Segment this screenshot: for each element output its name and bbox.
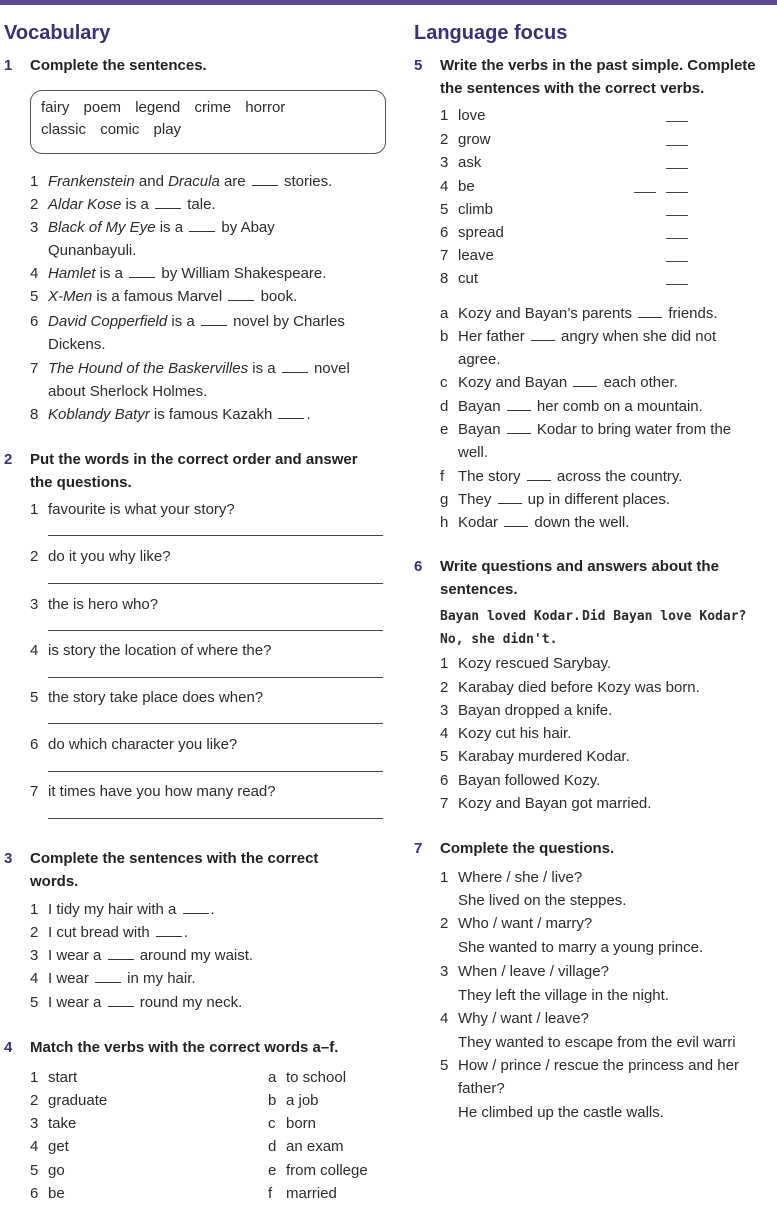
ex6-item: 3 Bayan dropped a knife. <box>440 702 613 719</box>
ex1-item-3: 3 Black of My Eye is a by Abay <box>30 219 275 236</box>
ex5-verb: 1 love <box>440 107 486 124</box>
answer-blank[interactable] <box>108 994 134 1007</box>
ex2-item-5: 5 the story take place does when? <box>30 689 264 706</box>
ex5-sentence-a: a Kozy and Bayan’s parents friends. <box>440 305 718 322</box>
ex3-item-5: 5 I wear a round my neck. <box>30 994 243 1011</box>
ex4-word: e from college <box>268 1162 368 1179</box>
answer-blank[interactable] <box>155 196 181 209</box>
ex5-verb: 7 leave <box>440 247 494 264</box>
answer-blank[interactable] <box>183 901 209 914</box>
answer-line[interactable] <box>666 238 688 239</box>
ex2-heading: 2 Put the words in the correct order and answer <box>4 451 358 468</box>
ex1-item-8: 8 Koblandy Batyr is famous Kazakh . <box>30 406 311 423</box>
ex6-example-question: Did Bayan love Kodar? <box>582 609 747 624</box>
ex2-item-7: 7 it times have you how many read? <box>30 783 276 800</box>
ex3-heading: 3 Complete the sentences with the correct <box>4 850 319 867</box>
ex5-verb: 3 ask <box>440 154 482 171</box>
answer-blank[interactable] <box>189 219 215 232</box>
ex5-sentence-e: e Bayan Kodar to bring water from the <box>440 421 732 438</box>
vocabulary-heading: Vocabulary <box>4 22 111 44</box>
ex3-heading-cont: words. <box>30 873 79 890</box>
ex1-item-3-cont: Qunanbayuli. <box>48 242 137 259</box>
ex7-answer: They wanted to escape from the evil warri <box>458 1034 736 1051</box>
ex1-item-5: 5 X-Men is a famous Marvel book. <box>30 288 298 305</box>
answer-line[interactable] <box>634 192 656 193</box>
ex5-sentence-h: h Kodar down the well. <box>440 514 630 531</box>
ex7-answer: She wanted to marry a young prince. <box>458 939 704 956</box>
language-focus-heading: Language focus <box>414 22 568 44</box>
ex7-question: 5 How / prince / rescue the princess and her <box>440 1057 739 1074</box>
ex1-number: 1 <box>4 57 13 74</box>
answer-blank[interactable] <box>95 970 121 983</box>
ex7-answer: They left the village in the night. <box>458 987 669 1004</box>
ex1-item-4: 4 Hamlet is a by William Shakespeare. <box>30 265 327 282</box>
ex4-word: d an exam <box>268 1138 344 1155</box>
ex2-item-2: 2 do it you why like? <box>30 548 171 565</box>
ex4-verb: 3 take <box>30 1115 77 1132</box>
ex3-item-1: 1 I tidy my hair with a . <box>30 901 215 918</box>
ex2-heading-cont: the questions. <box>30 474 132 491</box>
ex6-item: 2 Karabay died before Kozy was born. <box>440 679 700 696</box>
ex2-item-1: 1 favourite is what your story? <box>30 501 235 518</box>
ex1-item-2: 2 Aldar Kose is a tale. <box>30 196 216 213</box>
ex1-heading <box>4 57 207 74</box>
ex5-sentence-e-cont: well. <box>458 444 489 461</box>
answer-blank[interactable] <box>507 398 531 411</box>
word-box-word: play <box>153 121 182 138</box>
answer-line[interactable] <box>48 583 383 584</box>
ex1-item-7: 7 The Hound of the Baskervilles is a novel <box>30 360 350 377</box>
ex5-verb: 2 grow <box>440 131 491 148</box>
ex5-sentence-f: f The story across the country. <box>440 468 683 485</box>
ex4-verb: 5 go <box>30 1162 65 1179</box>
ex5-verb: 5 climb <box>440 201 494 218</box>
ex7-heading: 7 Complete the questions. <box>414 840 615 857</box>
answer-line[interactable] <box>666 121 688 122</box>
ex6-heading: 6 Write questions and answers about the <box>414 558 719 575</box>
word-box-word: comic <box>100 121 140 138</box>
ex7-answer: She lived on the steppes. <box>458 892 627 909</box>
ex7-question: 2 Who / want / marry? <box>440 915 593 932</box>
top-accent-bar <box>0 0 777 5</box>
answer-blank[interactable] <box>638 305 662 318</box>
answer-blank[interactable] <box>498 491 522 504</box>
ex6-example-statement: Bayan loved Kodar. <box>440 609 581 624</box>
answer-line[interactable] <box>666 168 688 169</box>
answer-blank[interactable] <box>129 265 155 278</box>
answer-line[interactable] <box>48 723 383 724</box>
answer-blank[interactable] <box>573 374 597 387</box>
ex6-heading-cont: sentences. <box>440 581 518 598</box>
ex6-item: 6 Bayan followed Kozy. <box>440 772 601 789</box>
ex2-item-6: 6 do which character you like? <box>30 736 238 753</box>
answer-blank[interactable] <box>156 924 182 937</box>
ex5-sentence-b: b Her father angry when she did not <box>440 328 717 345</box>
answer-line[interactable] <box>48 771 383 772</box>
answer-line[interactable] <box>666 145 688 146</box>
word-box-word: legend <box>135 99 181 116</box>
answer-blank[interactable] <box>527 468 551 481</box>
answer-blank[interactable] <box>504 514 528 527</box>
ex1-item-1: 1 Frankenstein and Dracula are stories. <box>30 173 333 190</box>
ex7-question-cont: father? <box>458 1080 505 1097</box>
ex7-question: 1 Where / she / live? <box>440 869 583 886</box>
answer-line[interactable] <box>48 677 383 678</box>
answer-line[interactable] <box>666 192 688 193</box>
ex1-item-7-cont: about Sherlock Holmes. <box>48 383 208 400</box>
answer-blank[interactable] <box>228 288 254 301</box>
word-box-word: poem <box>83 99 122 116</box>
ex4-word: c born <box>268 1115 317 1132</box>
answer-line[interactable] <box>48 535 383 536</box>
word-box-word: fairy <box>41 99 70 116</box>
ex5-verb: 6 spread <box>440 224 504 241</box>
ex4-verb: 6 be <box>30 1185 65 1202</box>
answer-blank[interactable] <box>278 406 304 419</box>
word-box <box>30 90 386 154</box>
ex5-sentence-g: g They up in different places. <box>440 491 670 508</box>
ex6-item: 1 Kozy rescued Sarybay. <box>440 655 612 672</box>
answer-blank[interactable] <box>507 421 531 434</box>
ex7-question: 3 When / leave / village? <box>440 963 609 980</box>
ex1-instruction: Complete the sentences. <box>30 57 207 74</box>
ex4-verb: 2 graduate <box>30 1092 108 1109</box>
answer-line[interactable] <box>48 818 383 819</box>
answer-blank[interactable] <box>252 173 278 186</box>
answer-blank[interactable] <box>282 360 308 373</box>
ex3-item-2: 2 I cut bread with . <box>30 924 189 941</box>
ex5-heading-cont: the sentences with the correct verbs. <box>440 80 705 97</box>
ex4-word: a to school <box>268 1069 347 1086</box>
ex5-verb: 8 cut <box>440 270 479 287</box>
ex1-item-6-cont: Dickens. <box>48 336 106 353</box>
word-box-row-2 <box>41 121 191 138</box>
answer-blank[interactable] <box>201 313 227 326</box>
word-box-word: horror <box>245 99 286 116</box>
ex5-sentence-c: c Kozy and Bayan each other. <box>440 374 678 391</box>
ex1-item-6: 6 David Copperfield is a novel by Charles <box>30 313 345 330</box>
ex5-sentence-d: d Bayan her comb on a mountain. <box>440 398 703 415</box>
ex6-example-answer: No, she didn't. <box>440 632 558 647</box>
answer-line[interactable] <box>666 261 688 262</box>
answer-line[interactable] <box>666 215 688 216</box>
ex5-verb: 4 be <box>440 178 475 195</box>
ex5-sentence-b-cont: agree. <box>458 351 501 368</box>
ex7-answer: He climbed up the castle walls. <box>458 1104 664 1121</box>
ex4-word: f married <box>268 1185 337 1202</box>
ex6-item: 4 Kozy cut his hair. <box>440 725 572 742</box>
ex4-word: b a job <box>268 1092 319 1109</box>
ex5-heading: 5 Write the verbs in the past simple. Complete <box>414 57 756 74</box>
ex2-item-4: 4 is story the location of where the? <box>30 642 272 659</box>
ex6-item: 7 Kozy and Bayan got married. <box>440 795 652 812</box>
ex4-heading: 4 Match the verbs with the correct words a–f. <box>4 1039 339 1056</box>
ex3-item-4: 4 I wear in my hair. <box>30 970 196 987</box>
ex2-item-3: 3 the is hero who? <box>30 596 159 613</box>
word-box-row-1 <box>41 99 295 116</box>
answer-blank[interactable] <box>108 947 134 960</box>
ex3-item-3: 3 I wear a around my waist. <box>30 947 254 964</box>
word-box-word: classic <box>41 121 87 138</box>
ex6-item: 5 Karabay murdered Kodar. <box>440 748 630 765</box>
answer-line[interactable] <box>666 284 688 285</box>
ex4-verb: 1 start <box>30 1069 78 1086</box>
ex7-question: 4 Why / want / leave? <box>440 1010 589 1027</box>
ex4-verb: 4 get <box>30 1138 69 1155</box>
answer-blank[interactable] <box>531 328 555 341</box>
answer-line[interactable] <box>48 630 383 631</box>
word-box-word: crime <box>194 99 232 116</box>
